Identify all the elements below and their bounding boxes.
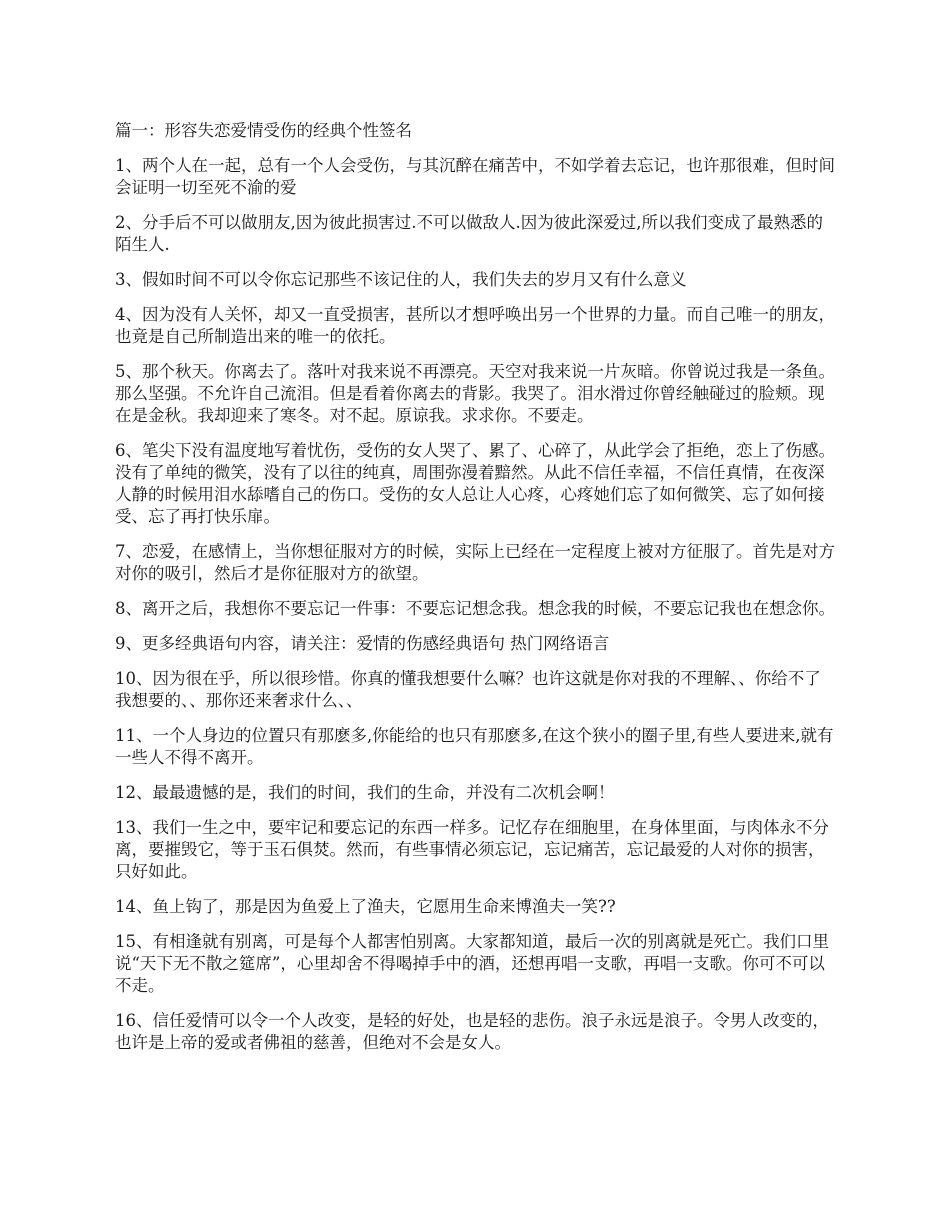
paragraph-12: 12、最最遗憾的是，我们的时间，我们的生命，并没有二次机会啊！ [115, 783, 615, 802]
paragraph-2: 2、分手后不可以做朋友,因为彼此损害过.不可以做敌人.因为彼此深爱过,所以我们变成了最熟悉的陌生人. [115, 213, 823, 254]
paragraph-7: 7、恋爱，在感情上，当你想征服对方的时候，实际上已经在一定程度上被对方征服了。首先是对方对你的吸引，然后才是你征服对方的欲望。 [115, 542, 835, 583]
document-body [115, 120, 835, 1067]
paragraph-10: 10、因为很在乎，所以很珍惜。你真的懂我想要什么嘛？也许这就是你对我的不理解、、你给不了我想要的、、那你还来奢求什么、、 [115, 669, 821, 710]
paragraph-6: 6、笔尖下没有温度地写着忧伤，受伤的女人哭了、累了、心碎了，从此学会了拒绝，恋上了伤感。没有了单纯的微笑，没有了以往的纯真，周围弥漫着黯然。从此不信任幸福，不信任真情，在夜深人静的时候用泪水舔嗜自己的伤口。受伤的女人总让人心疼，心疼她们忘了如何微笑、忘了如何接受、忘了再打快乐扉。 [115, 441, 835, 526]
paragraph-13: 13、我们一生之中，要牢记和要忘记的东西一样多。记忆存在细胞里，在身体里面，与肉体永不分离，要摧毁它，等于玉石俱焚。然而，有些事情必须忘记，忘记痛苦，忘记最爱的人对你的损害，只好如此。 [115, 818, 829, 881]
paragraph-14: 14、鱼上钩了，那是因为鱼爱上了渔夫，它愿用生命来博渔夫一笑?? [115, 897, 616, 916]
paragraph-8: 8、离开之后，我想你不要忘记一件事：不要忘记想念我。想念我的时候，不要忘记我也在想念你。 [115, 599, 835, 618]
paragraph-16: 16、信任爱情可以令一个人改变，是轻的好处，也是轻的悲伤。浪子永远是浪子。令男人改变的，也许是上帝的爱或者佛祖的慈善，但绝对不会是女人。 [115, 1011, 829, 1052]
paragraph-3: 3、假如时间不可以令你忘记那些不该记住的人，我们失去的岁月又有什么意义 [115, 270, 687, 289]
paragraph-1: 1、两个人在一起，总有一个人会受伤，与其沉醉在痛苦中，不如学着去忘记，也许那很难，但时间会证明一切至死不渝的爱 [115, 156, 835, 197]
paragraph-5: 5、那个秋天。你离去了。落叶对我来说不再漂亮。天空对我来说一片灰暗。你曾说过我是一条鱼。那么坚强。不允许自己流泪。但是看着你离去的背影。我哭了。泪水滑过你曾经触碰过的脸颊。现在是金秋。我却迎来了寒冬。对不起。原谅我。求求你。不要走。 [115, 362, 835, 425]
paragraph-9: 9、更多经典语句内容，请关注：爱情的伤感经典语句 热门网络语言 [115, 634, 610, 653]
document-title: 篇一：形容失恋爱情受伤的经典个性签名 [115, 121, 412, 140]
paragraph-4: 4、因为没有人关怀，却又一直受损害，甚所以才想呼唤出另一个世界的力量。而自己唯一的朋友，也竟是自己所制造出来的唯一的依托。 [115, 305, 835, 346]
paragraph-11: 11、一个人身边的位置只有那麽多,你能给的也只有那麽多,在这个狭小的圈子里,有些人要进来,就有一些人不得不离开。 [115, 726, 834, 767]
paragraph-15: 15、有相逢就有别离，可是每个人都害怕别离。大家都知道，最后一次的别离就是死亡。我们口里说“天下无不散之筵席”，心里却舍不得喝掉手中的酒，还想再唱一支歌，再唱一支歌。你可不可以不走。 [115, 932, 829, 995]
